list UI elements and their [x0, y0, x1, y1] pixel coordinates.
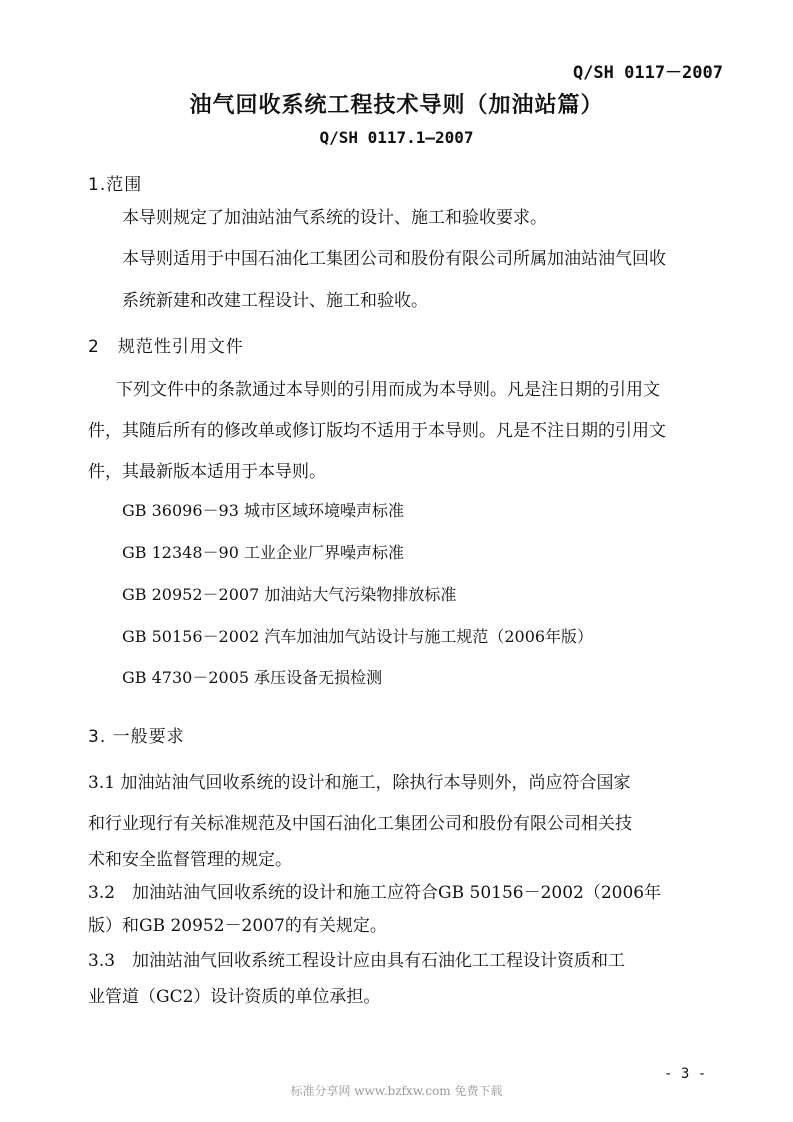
section-1-heading: 1.范围 [88, 175, 143, 195]
section-1-line: 本导则规定了加油站油气系统的设计、施工和验收要求。 [122, 208, 547, 228]
section-2-line: 下列文件中的条款通过本导则的引用而成为本导则。凡是注日期的引用文 [116, 380, 660, 400]
section-3-line: 和行业现行有关标准规范及中国石油化工集团公司和股份有限公司相关技 [88, 814, 632, 834]
standard-code: Q/SH 0117－2007 [572, 63, 723, 83]
document-title: 油气回收系统工程技术导则（加油站篇） [189, 93, 604, 118]
section-3-line: 3.2 加油站油气回收系统的设计和施工应符合GB 50156－2002（2006年 [88, 883, 662, 903]
section-3-line: 3.1 加油站油气回收系统的设计和施工，除执行本导则外，尚应符合国家 [88, 773, 631, 793]
reference-item: GB 12348－90 工业企业厂界噪声标准 [122, 543, 404, 562]
reference-item: GB 36096－93 城市区域环境噪声标准 [122, 501, 404, 520]
section-2-line: 件，其随后所有的修改单或修订版均不适用于本导则。凡是不注日期的引用文 [88, 421, 666, 441]
section-3-line: 业管道（GC2）设计资质的单位承担。 [88, 987, 381, 1007]
section-3-line: 术和安全监督管理的规定。 [88, 850, 292, 870]
section-3-line: 3.3 加油站油气回收系统工程设计应由具有石油化工工程设计资质和工 [88, 951, 626, 971]
reference-item: GB 20952－2007 加油站大气污染物排放标准 [122, 585, 457, 604]
footer-watermark: 标准分享网 www.bzfxw.com 免费下载 [290, 1084, 503, 1098]
section-1-line: 系统新建和改建工程设计、施工和验收。 [122, 291, 428, 311]
section-3-line: 版）和GB 20952－2007的有关规定。 [88, 916, 387, 936]
section-2-line: 件，其最新版本适用于本导则。 [88, 462, 326, 482]
reference-item: GB 50156－2002 汽车加油加气站设计与施工规范（2006年版） [122, 627, 594, 646]
document-subtitle: Q/SH 0117.1—2007 [319, 128, 474, 147]
section-2-heading: 2 规范性引用文件 [88, 337, 244, 357]
section-1-line: 本导则适用于中国石油化工集团公司和股份有限公司所属加油站油气回收 [122, 249, 666, 269]
page-number: - 3 - [664, 1066, 707, 1082]
reference-item: GB 4730－2005 承压设备无损检测 [122, 668, 383, 687]
section-3-heading: 3. 一般要求 [88, 727, 185, 747]
